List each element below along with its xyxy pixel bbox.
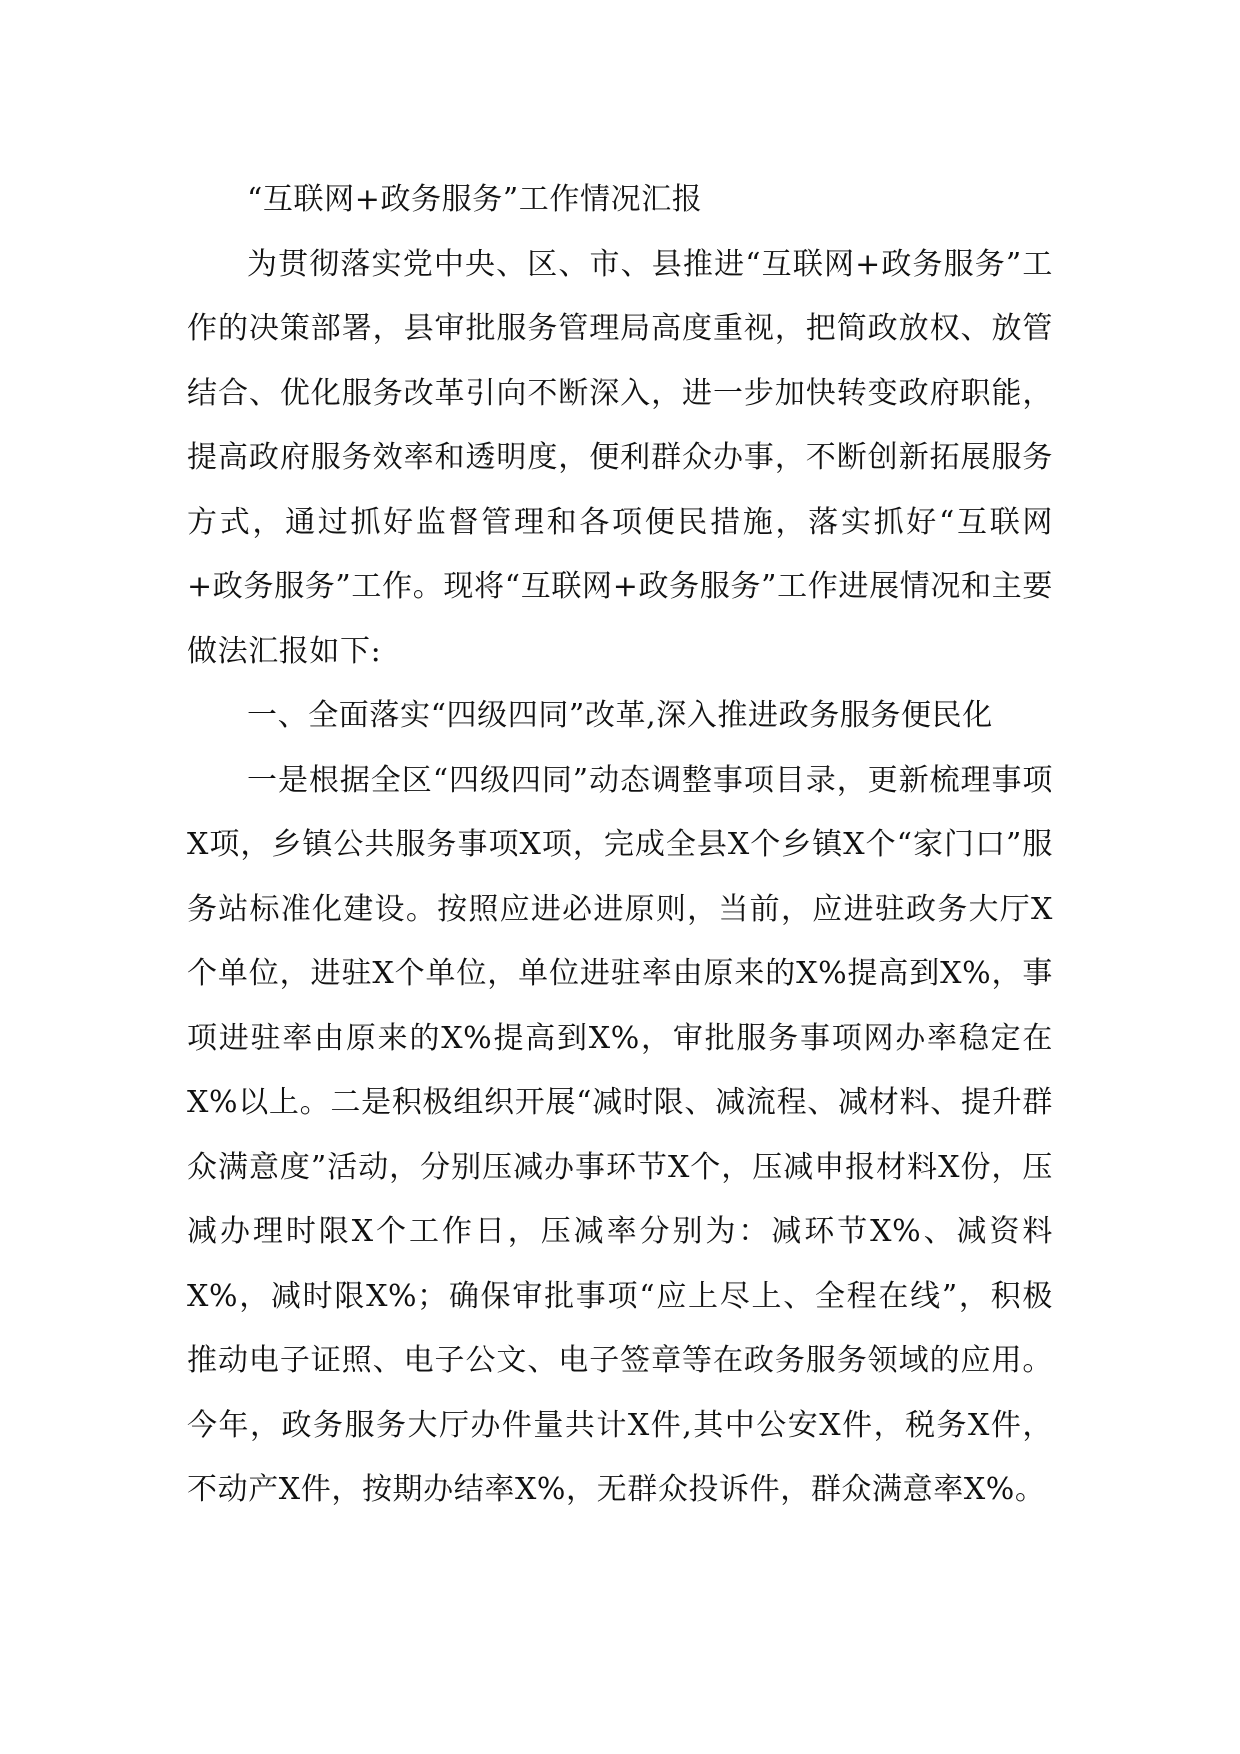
document-body	[187, 168, 1053, 1523]
intro-paragraph: 为贯彻落实党中央、区、市、县推进“互联网+政务服务”工作的决策部署，县审批服务管理局高度重视，把简政放权、放管结合、优化服务改革引向不断深入，进一步加快转变政府职能，提高政府服务效率和透明度，便利群众办事，不断创新拓展服务方式，通过抓好监督管理和各项便民措施，落实抓好“互联网+政务服务”工作。现将“互联网+政务服务”工作进展情况和主要做法汇报如下:	[187, 246, 1053, 669]
document-title: “互联网+政务服务”工作情况汇报	[247, 182, 703, 217]
section-1-paragraph: 一是根据全区“四级四同”动态调整事项目录，更新梳理事项X项，乡镇公共服务事项X项，完成全县X个乡镇X个“家门口”服务站标准化建设。按照应进必进原则，当前，应进驻政务大厅X个单位，进驻X个单位，单位进驻率由原来的X%提高到X%，事项进驻率由原来的X%提高到X%，审批服务事项网办率稳定在X%以上。二是积极组织开展“减时限、减流程、减材料、提升群众满意度”活动，分别压减办事环节X个，压减申报材料X份，压减办理时限X个工作日，压减率分别为：减环节X%、减资料X%，减时限X%；确保审批事项“应上尽上、全程在线”，积极推动电子证照、电子公文、电子签章等在政务服务领域的应用。今年，政务服务大厅办件量共计X件,其中公安X件，税务X件，不动产X件，按期办结率X%，无群众投诉件，群众满意率X%。	[187, 762, 1053, 1507]
section-1-heading: 一、全面落实“四级四同”改革,深入推进政务服务便民化	[247, 698, 993, 733]
